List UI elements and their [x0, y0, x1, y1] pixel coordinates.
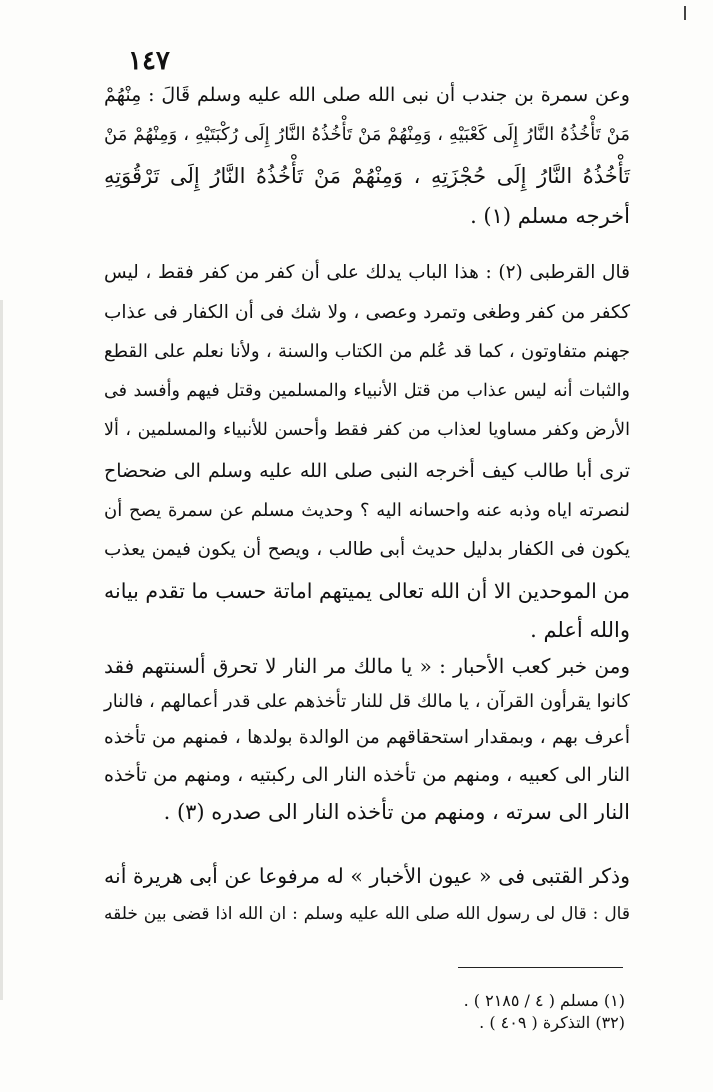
- text-line: أعرف بهم ، وبمقدار استحقاقهم من الوالدة بولدها ، فمنهم من تأخذه: [104, 727, 630, 748]
- text-line: لنصرته اياه وذبه عنه واحسانه اليه ؟ وحديث مسلم عن سمرة يصح أن: [104, 499, 630, 521]
- text-line: قال : قال لى رسول الله صلى الله عليه وسلم : ان الله اذا قضى بين خلقه: [104, 904, 630, 924]
- footnote: (١) مسلم ( ٤ / ٢١٨٥ ) .: [463, 991, 625, 1010]
- paragraph-kaab-al-ahbar: [104, 656, 630, 839]
- text-line: يكون فى الكفار بدليل حديث أبى طالب ، ويصح أن يكون فيمن يعذب: [104, 539, 630, 561]
- paragraph-qurtubi: [104, 264, 630, 660]
- text-line: مَنْ تَأْخُذُهُ النَّارُ إِلَى كَعْبَيْهِ ، وَمِنْهُمْ مَنْ تَأْخُذُهُ النَّارُ إِلَى رُكْبَتَيْهِ ، وَمِنْهُمْ مَنْ: [104, 124, 630, 145]
- text-line: النار الى سرته ، ومنهم من تأخذه النار الى صدره (٣) .: [163, 800, 630, 824]
- text-line: قال القرطبى (٢) : هذا الباب يدلك على أن كفر من كفر فقط ، ليس: [104, 262, 630, 283]
- text-line: وعن سمرة بن جندب أن نبى الله صلى الله عليه وسلم قَالَ : مِنْهُمْ: [104, 84, 630, 106]
- text-line: جهنم متفاوتون ، كما قد عُلم من الكتاب والسنة ، ولأنا نعلم على القطع: [104, 341, 630, 363]
- footnotes: [300, 990, 625, 1035]
- footnote: (٣٢) التذكرة ( ٤٠٩ ) .: [479, 1013, 625, 1033]
- text-line: من الموحدين الا أن الله تعالى يميتهم اماتة حسب ما تقدم بيانه: [104, 578, 630, 603]
- text-line: وذكر القتبى فى « عيون الأخبار » له مرفوعا عن أبى هريرة أنه: [104, 864, 630, 888]
- text-line: أخرجه مسلم (١) .: [470, 204, 630, 228]
- footnote-divider: [458, 967, 623, 968]
- text-line: كانوا يقرأون القرآن ، يا مالك قل للنار تأخذهم على قدر أعمالهم ، فالنار: [104, 690, 630, 712]
- paragraph-hadith-samura: [104, 86, 630, 246]
- page-number: ١٤٧: [128, 46, 170, 76]
- text-line: الأرض وكفر مساويا لعذاب من كفر فقط وأحسن للأنبياء والمسلمين ، ألا: [104, 420, 630, 441]
- text-line: ومن خبر كعب الأحبار : « يا مالك مر النار لا تحرق ألسنتهم فقد: [104, 654, 630, 678]
- text-line: ترى أبا طالب كيف أخرجه النبى صلى الله عليه وسلم الى ضحضاح: [104, 459, 630, 482]
- text-line: والثبات أنه ليس عذاب من قتل الأنبياء والمسلمين وقتل فيهم وأفسد فى: [104, 380, 630, 401]
- text-line: النار الى كعبيه ، ومنهم من تأخذه النار الى ركبتيه ، ومنهم من تأخذه: [104, 763, 630, 786]
- scan-edge-shadow: [0, 300, 3, 1000]
- text-line: والله أعلم .: [530, 618, 630, 643]
- text-line: ككفر من كفر وطغى وتمرد وعصى ، ولا شك فى أن الكفار فى عذاب: [104, 301, 630, 323]
- text-line: تَأْخُذُهُ النَّارُ إِلَى حُجْزَتِهِ ، وَمِنْهُمْ مَنْ تَأْخُذُهُ النَّارُ إِلَى تَرْقُوَتِهِ: [104, 164, 630, 188]
- paragraph-qutbi: [104, 866, 630, 946]
- scan-mark: [684, 6, 686, 20]
